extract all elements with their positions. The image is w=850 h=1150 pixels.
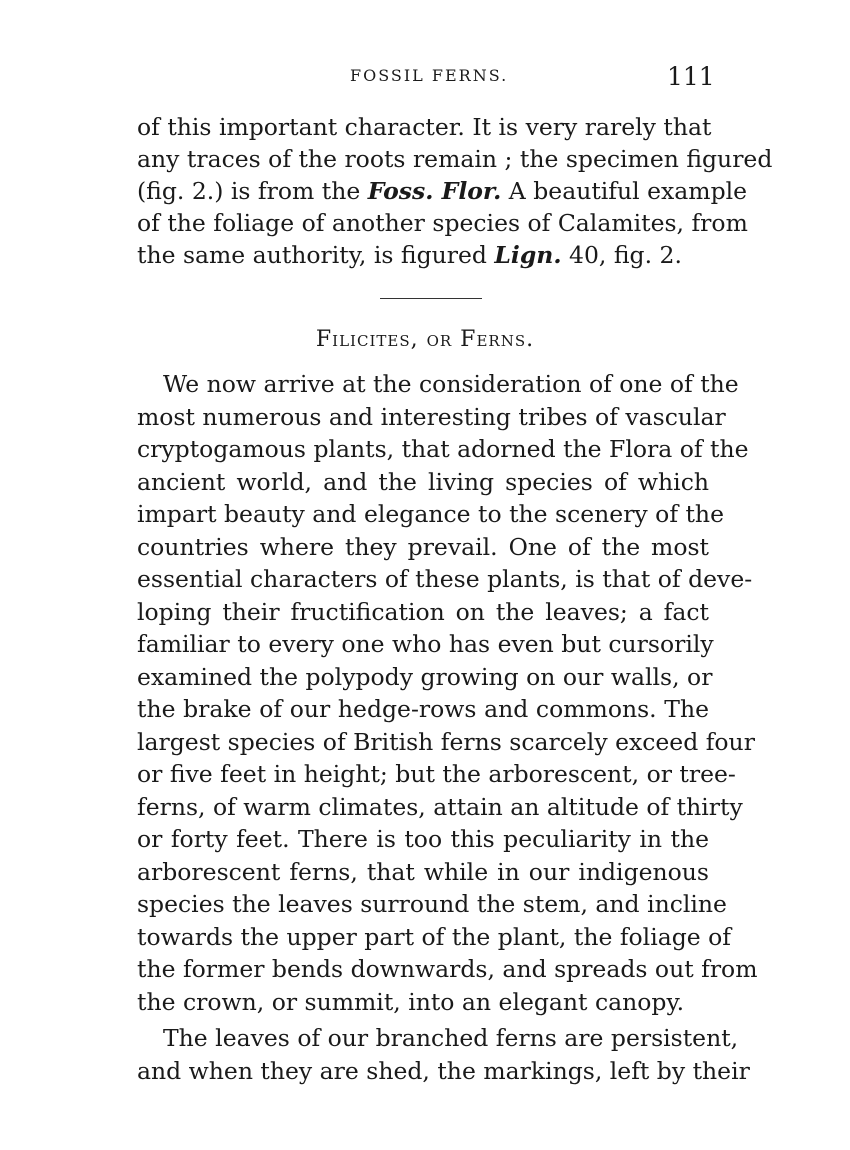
paragraph-line: any traces of the roots remain ; the specimen figured bbox=[137, 145, 773, 173]
paragraph-line bbox=[137, 239, 709, 271]
citation-italic: Lign. bbox=[494, 241, 562, 269]
section-divider bbox=[380, 298, 482, 299]
paragraph-line: ferns, of warm climates, attain an altitude of thirty bbox=[137, 793, 743, 821]
paragraph-line: familiar to every one who has even but cursorily bbox=[137, 630, 714, 658]
paragraph-line: arborescent ferns, that while in our indigenous bbox=[137, 858, 709, 886]
paragraph-line: largest species of British ferns scarcely exceed four bbox=[137, 728, 755, 756]
text-span: (fig. 2.) is from the bbox=[137, 177, 368, 205]
paragraph-line: The leaves of our branched ferns are persistent, bbox=[163, 1024, 739, 1052]
paragraph-line: of the foliage of another species of Calamites, from bbox=[137, 209, 748, 237]
paragraph-line: of this important character. It is very rarely that bbox=[137, 113, 712, 141]
paragraph-line: impart beauty and elegance to the scenery of the bbox=[137, 500, 724, 528]
paragraph-line: examined the polypody growing on our walls, or bbox=[137, 663, 713, 691]
paragraph-line: the brake of our hedge-rows and commons. The bbox=[137, 695, 709, 723]
paragraph-line: and when they are shed, the markings, left by their bbox=[137, 1057, 750, 1085]
text-span: the same authority, is figured bbox=[137, 241, 495, 269]
paragraph-line: the former bends downwards, and spreads out from bbox=[137, 955, 758, 983]
section-heading bbox=[0, 327, 850, 352]
paragraph-line bbox=[137, 175, 748, 207]
paragraph-line: or five feet in height; but the arborescent, or tree- bbox=[137, 760, 736, 788]
paragraph-line: countries where they prevail. One of the most bbox=[137, 533, 709, 561]
running-title: FOSSIL FERNS. bbox=[350, 66, 509, 85]
paragraph-line: towards the upper part of the plant, the foliage of bbox=[137, 923, 731, 951]
paragraph-line: most numerous and interesting tribes of vascular bbox=[137, 403, 726, 431]
paragraph-line: loping their fructification on the leaves; a fact bbox=[137, 598, 709, 626]
paragraph-line: cryptogamous plants, that adorned the Flora of the bbox=[137, 435, 749, 463]
paragraph-line: essential characters of these plants, is that of deve- bbox=[137, 565, 753, 593]
paragraph-line: the crown, or summit, into an elegant canopy. bbox=[137, 988, 685, 1016]
paragraph-line: or forty feet. There is too this peculiarity in the bbox=[137, 825, 709, 853]
paragraph-line: species the leaves surround the stem, and incline bbox=[137, 890, 727, 918]
running-header bbox=[0, 62, 850, 92]
paragraph-line: ancient world, and the living species of which bbox=[137, 468, 709, 496]
citation-italic: Foss. Flor. bbox=[367, 177, 502, 205]
text-span: A beautiful example bbox=[501, 177, 748, 205]
section-heading-text: Filicites, or Ferns. bbox=[315, 327, 535, 352]
paragraph-line: We now arrive at the consideration of one of the bbox=[163, 370, 739, 398]
text-span: 40, fig. 2. bbox=[561, 241, 682, 269]
page-number: 111 bbox=[667, 62, 715, 91]
